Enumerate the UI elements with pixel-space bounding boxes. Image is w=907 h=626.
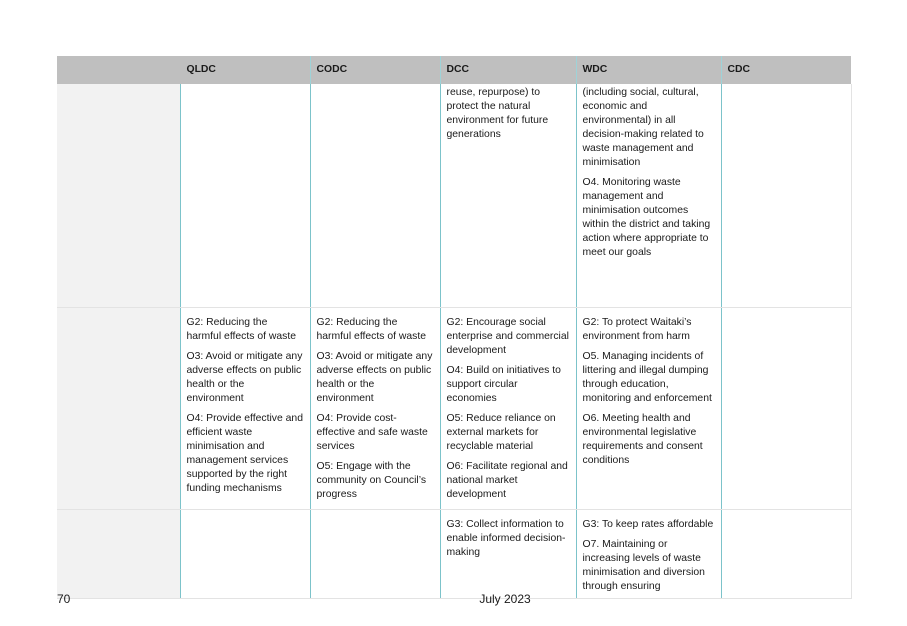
cell-paragraph: G2: Reducing the harmful effects of waste [186,316,297,342]
header-cell-blank [57,56,180,84]
header-cell-wdc: WDC [576,56,721,84]
cell-paragraph: O4. Monitoring waste management and minimisation outcomes within the district and taking action where appropriate to meet our goals [582,177,711,258]
cell-paragraph: G3: To keep rates affordable [582,518,714,530]
table-cell [440,509,576,598]
table-cell [310,307,440,509]
table-cell [180,509,310,598]
header-cell-codc: CODC [310,56,440,84]
header-cell-dcc: DCC [440,56,576,84]
header-cell-cdc: CDC [721,56,851,84]
table-cell [576,509,721,598]
table-row [57,509,851,598]
table-cell [440,307,576,509]
cell-paragraph: O3: Avoid or mitigate any adverse effects on public health or the environment [316,350,433,404]
table-cell [180,307,310,509]
table-cell [57,509,180,598]
table-cell [576,84,721,307]
cell-paragraph: G3: Collect information to enable informed decision-making [446,518,566,558]
cell-paragraph: reuse, repurpose) to protect the natural environment for future generations [446,87,549,140]
table-cell [576,307,721,509]
cell-paragraph: O6: Facilitate regional and national market development [446,460,568,500]
goals-objectives-table [57,56,852,599]
cell-paragraph: O7. Maintaining or increasing levels of waste minimisation and diversion through ensuring [582,538,705,592]
table-row [57,307,851,509]
cell-paragraph: G2: Reducing the harmful effects of waste [316,316,427,342]
page-number: 70 [57,592,71,606]
table-cell [57,84,180,307]
table-cell [310,509,440,598]
table-cell [440,84,576,307]
table-cell [310,84,440,307]
table-row [57,84,851,307]
header-cell-qldc: QLDC [180,56,310,84]
header-row [57,56,851,84]
cell-paragraph: O4: Provide cost-effective and safe waste services [316,412,428,452]
table-cell [57,307,180,509]
table-cell [721,509,851,598]
cell-paragraph: O5. Managing incidents of littering and illegal dumping through education, monitoring and enforcement [582,350,712,404]
cell-paragraph: O3: Avoid or mitigate any adverse effects on public health or the environment [186,350,303,404]
table-cell [721,307,851,509]
cell-paragraph: (including social, cultural, economic and environmental) in all decision-making related to waste management and minimisation [582,87,704,168]
table-cell [721,84,851,307]
cell-paragraph: O4: Build on initiatives to support circular economies [446,364,561,404]
footer-date: July 2023 [479,592,531,606]
cell-paragraph: G2: Encourage social enterprise and commercial development [446,316,569,356]
cell-paragraph: O5: Reduce reliance on external markets for recyclable material [446,412,556,452]
cell-paragraph: G2: To protect Waitaki’s environment from harm [582,316,692,342]
cell-paragraph: O5: Engage with the community on Council’s progress [316,460,427,500]
cell-paragraph: O4: Provide effective and efficient waste minimisation and management services supported by the right funding mechanisms [186,412,303,494]
table-cell [180,84,310,307]
cell-paragraph: O6. Meeting health and environmental legislative requirements and consent conditions [582,412,703,466]
